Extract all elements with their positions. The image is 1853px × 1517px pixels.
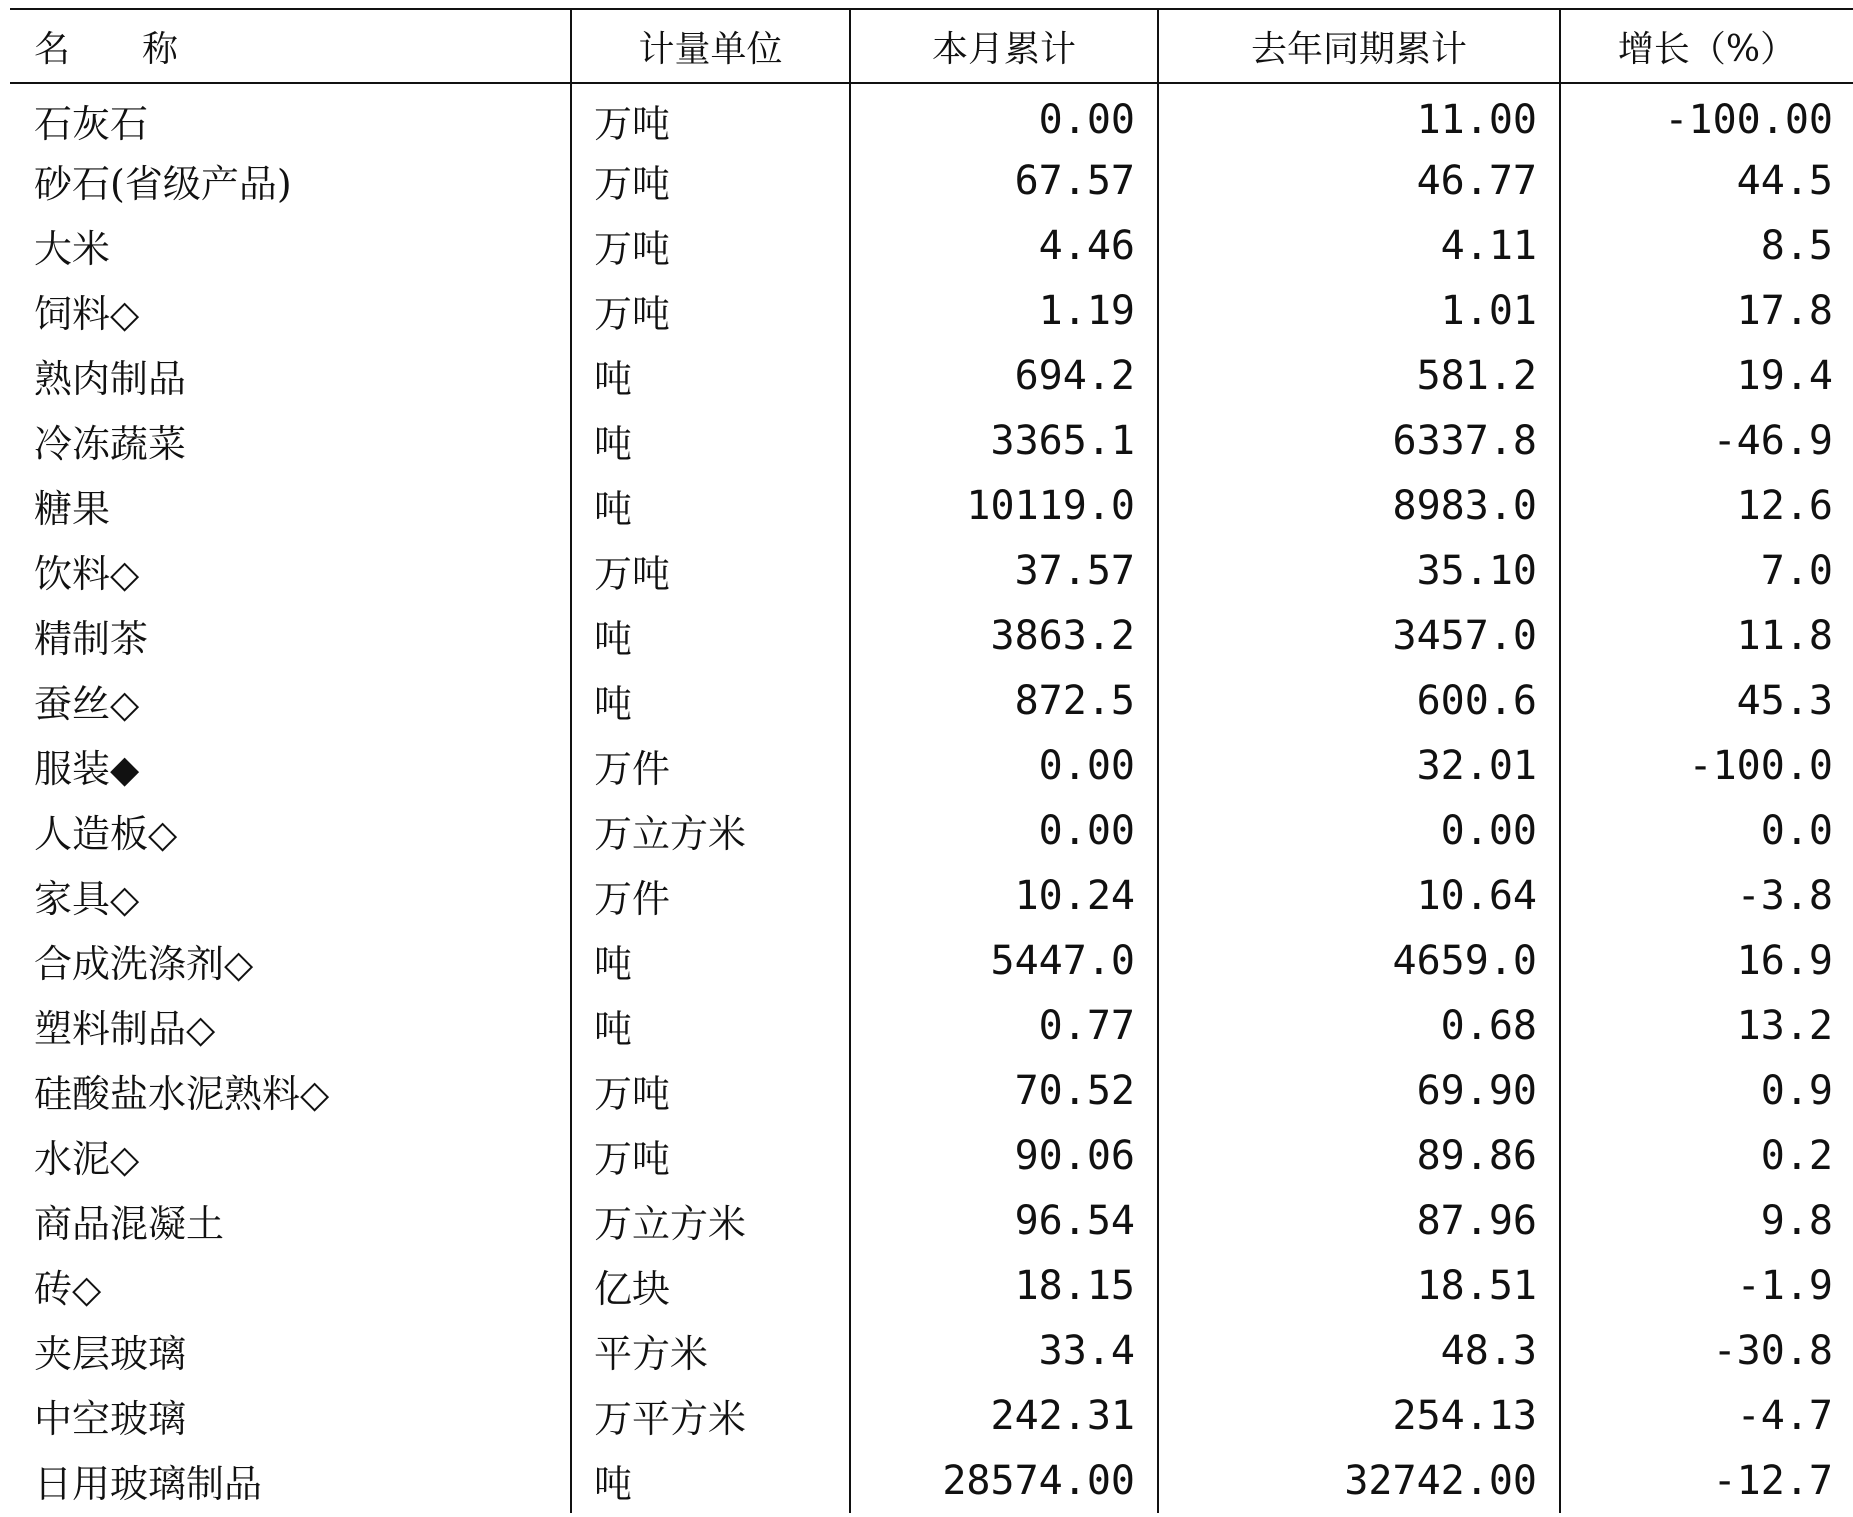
- cell-name: 饮料◇: [34, 552, 140, 596]
- cell-previous: 8983.0: [1158, 473, 1560, 538]
- cell-unit: 万吨: [571, 278, 850, 343]
- cell-name: 大米: [34, 227, 111, 271]
- header-growth: 增长（%）: [1560, 9, 1853, 83]
- cell-previous: 18.51: [1158, 1253, 1560, 1318]
- table-row: [10, 1448, 1853, 1513]
- cell-previous: 4.11: [1158, 213, 1560, 278]
- cell-unit: 吨: [571, 603, 850, 668]
- cell-growth: 19.4: [1560, 343, 1853, 408]
- cell-growth: 0.0: [1560, 798, 1853, 863]
- table-row: [10, 1058, 1853, 1123]
- cell-growth: 0.2: [1560, 1123, 1853, 1188]
- cell-previous: 0.00: [1158, 798, 1560, 863]
- cell-unit: 万吨: [571, 538, 850, 603]
- cell-current: 90.06: [850, 1123, 1158, 1188]
- cell-name: 硅酸盐水泥熟料◇: [34, 1072, 330, 1116]
- table-row: [10, 1123, 1853, 1188]
- cell-growth: 13.2: [1560, 993, 1853, 1058]
- cell-name: 日用玻璃制品: [34, 1462, 263, 1506]
- cell-growth: 11.8: [1560, 603, 1853, 668]
- cell-current: 872.5: [850, 668, 1158, 733]
- cell-previous: 254.13: [1158, 1383, 1560, 1448]
- cell-unit: 平方米: [571, 1318, 850, 1383]
- cell-name: 熟肉制品: [34, 357, 187, 401]
- cell-unit: 万件: [571, 863, 850, 928]
- cell-growth: 0.9: [1560, 1058, 1853, 1123]
- cell-growth: -30.8: [1560, 1318, 1853, 1383]
- cell-growth: 16.9: [1560, 928, 1853, 993]
- header-previous: 去年同期累计: [1158, 9, 1560, 83]
- cell-previous: 10.64: [1158, 863, 1560, 928]
- table-row: [10, 1318, 1853, 1383]
- cell-previous: 6337.8: [1158, 408, 1560, 473]
- cell-growth: 12.6: [1560, 473, 1853, 538]
- cell-previous: 32.01: [1158, 733, 1560, 798]
- cell-previous: 3457.0: [1158, 603, 1560, 668]
- cell-current: 96.54: [850, 1188, 1158, 1253]
- cell-growth: -4.7: [1560, 1383, 1853, 1448]
- cell-current: 1.19: [850, 278, 1158, 343]
- cell-growth: -100.00: [1560, 83, 1853, 148]
- cell-name: 砖◇: [34, 1267, 102, 1311]
- cell-name: 商品混凝土: [34, 1202, 225, 1246]
- cell-previous: 0.68: [1158, 993, 1560, 1058]
- table-row: [10, 798, 1853, 863]
- cell-current: 3863.2: [850, 603, 1158, 668]
- table-row: [10, 1383, 1853, 1448]
- cell-current: 694.2: [850, 343, 1158, 408]
- table-row: [10, 83, 1853, 148]
- product-output-table: [10, 8, 1853, 1513]
- table-row: [10, 603, 1853, 668]
- cell-name: 石灰石: [34, 101, 149, 146]
- table-row: [10, 278, 1853, 343]
- cell-previous: 581.2: [1158, 343, 1560, 408]
- cell-unit: 万吨: [571, 148, 850, 213]
- cell-growth: 8.5: [1560, 213, 1853, 278]
- cell-current: 10119.0: [850, 473, 1158, 538]
- cell-current: 67.57: [850, 148, 1158, 213]
- table-row: [10, 928, 1853, 993]
- cell-growth: -3.8: [1560, 863, 1853, 928]
- cell-name: 塑料制品◇: [34, 1007, 216, 1051]
- cell-current: 28574.00: [850, 1448, 1158, 1513]
- cell-growth: -46.9: [1560, 408, 1853, 473]
- cell-previous: 48.3: [1158, 1318, 1560, 1383]
- table-row: [10, 408, 1853, 473]
- cell-unit: 万件: [571, 733, 850, 798]
- cell-name: 精制茶: [34, 617, 149, 661]
- cell-current: 242.31: [850, 1383, 1158, 1448]
- cell-unit: 吨: [571, 473, 850, 538]
- cell-unit: 万立方米: [571, 798, 850, 863]
- table-row: [10, 863, 1853, 928]
- cell-name: 中空玻璃: [34, 1397, 187, 1441]
- cell-name: 冷冻蔬菜: [34, 422, 187, 466]
- cell-current: 0.00: [850, 798, 1158, 863]
- table-row: [10, 538, 1853, 603]
- table-row: [10, 473, 1853, 538]
- cell-unit: 吨: [571, 993, 850, 1058]
- cell-name: 砂石(省级产品): [34, 162, 292, 206]
- cell-name: 人造板◇: [34, 812, 178, 856]
- cell-current: 0.00: [850, 733, 1158, 798]
- cell-growth: 44.5: [1560, 148, 1853, 213]
- cell-name: 蚕丝◇: [34, 682, 140, 726]
- cell-growth: 45.3: [1560, 668, 1853, 733]
- table-row: [10, 1188, 1853, 1253]
- cell-unit: 吨: [571, 343, 850, 408]
- cell-previous: 35.10: [1158, 538, 1560, 603]
- cell-current: 18.15: [850, 1253, 1158, 1318]
- cell-current: 37.57: [850, 538, 1158, 603]
- table-row: [10, 213, 1853, 278]
- cell-growth: -100.0: [1560, 733, 1853, 798]
- cell-unit: 万立方米: [571, 1188, 850, 1253]
- header-row: [10, 9, 1853, 83]
- cell-previous: 87.96: [1158, 1188, 1560, 1253]
- table-body: [10, 83, 1853, 1513]
- cell-previous: 69.90: [1158, 1058, 1560, 1123]
- cell-current: 70.52: [850, 1058, 1158, 1123]
- cell-current: 0.00: [850, 83, 1158, 148]
- cell-previous: 89.86: [1158, 1123, 1560, 1188]
- table-row: [10, 733, 1853, 798]
- cell-previous: 46.77: [1158, 148, 1560, 213]
- cell-current: 10.24: [850, 863, 1158, 928]
- cell-unit: 吨: [571, 408, 850, 473]
- cell-previous: 4659.0: [1158, 928, 1560, 993]
- cell-name: 水泥◇: [34, 1137, 140, 1181]
- cell-current: 5447.0: [850, 928, 1158, 993]
- table-header: [10, 9, 1853, 83]
- cell-previous: 600.6: [1158, 668, 1560, 733]
- cell-unit: 吨: [571, 928, 850, 993]
- table-row: [10, 993, 1853, 1058]
- header-unit: 计量单位: [571, 9, 850, 83]
- cell-current: 4.46: [850, 213, 1158, 278]
- table-row: [10, 148, 1853, 213]
- cell-unit: 吨: [571, 1448, 850, 1513]
- cell-unit: 吨: [571, 668, 850, 733]
- cell-growth: 9.8: [1560, 1188, 1853, 1253]
- cell-previous: 1.01: [1158, 278, 1560, 343]
- cell-growth: 7.0: [1560, 538, 1853, 603]
- cell-unit: 万吨: [571, 83, 850, 148]
- table-row: [10, 668, 1853, 733]
- cell-unit: 万吨: [571, 1058, 850, 1123]
- cell-name: 夹层玻璃: [34, 1332, 187, 1376]
- cell-unit: 万平方米: [571, 1383, 850, 1448]
- cell-unit: 万吨: [571, 213, 850, 278]
- header-name: 名 称: [10, 9, 571, 83]
- header-current: 本月累计: [850, 9, 1158, 83]
- table-row: [10, 1253, 1853, 1318]
- cell-current: 33.4: [850, 1318, 1158, 1383]
- cell-growth: 17.8: [1560, 278, 1853, 343]
- cell-current: 0.77: [850, 993, 1158, 1058]
- cell-name: 饲料◇: [34, 292, 140, 336]
- cell-name: 合成洗涤剂◇: [34, 942, 254, 986]
- table-row: [10, 343, 1853, 408]
- cell-name: 糖果: [34, 487, 111, 531]
- cell-growth: -12.7: [1560, 1448, 1853, 1513]
- cell-growth: -1.9: [1560, 1253, 1853, 1318]
- cell-previous: 32742.00: [1158, 1448, 1560, 1513]
- cell-name: 服装◆: [34, 747, 140, 791]
- cell-name: 家具◇: [34, 877, 140, 921]
- cell-unit: 万吨: [571, 1123, 850, 1188]
- cell-current: 3365.1: [850, 408, 1158, 473]
- cell-previous: 11.00: [1158, 83, 1560, 148]
- cell-unit: 亿块: [571, 1253, 850, 1318]
